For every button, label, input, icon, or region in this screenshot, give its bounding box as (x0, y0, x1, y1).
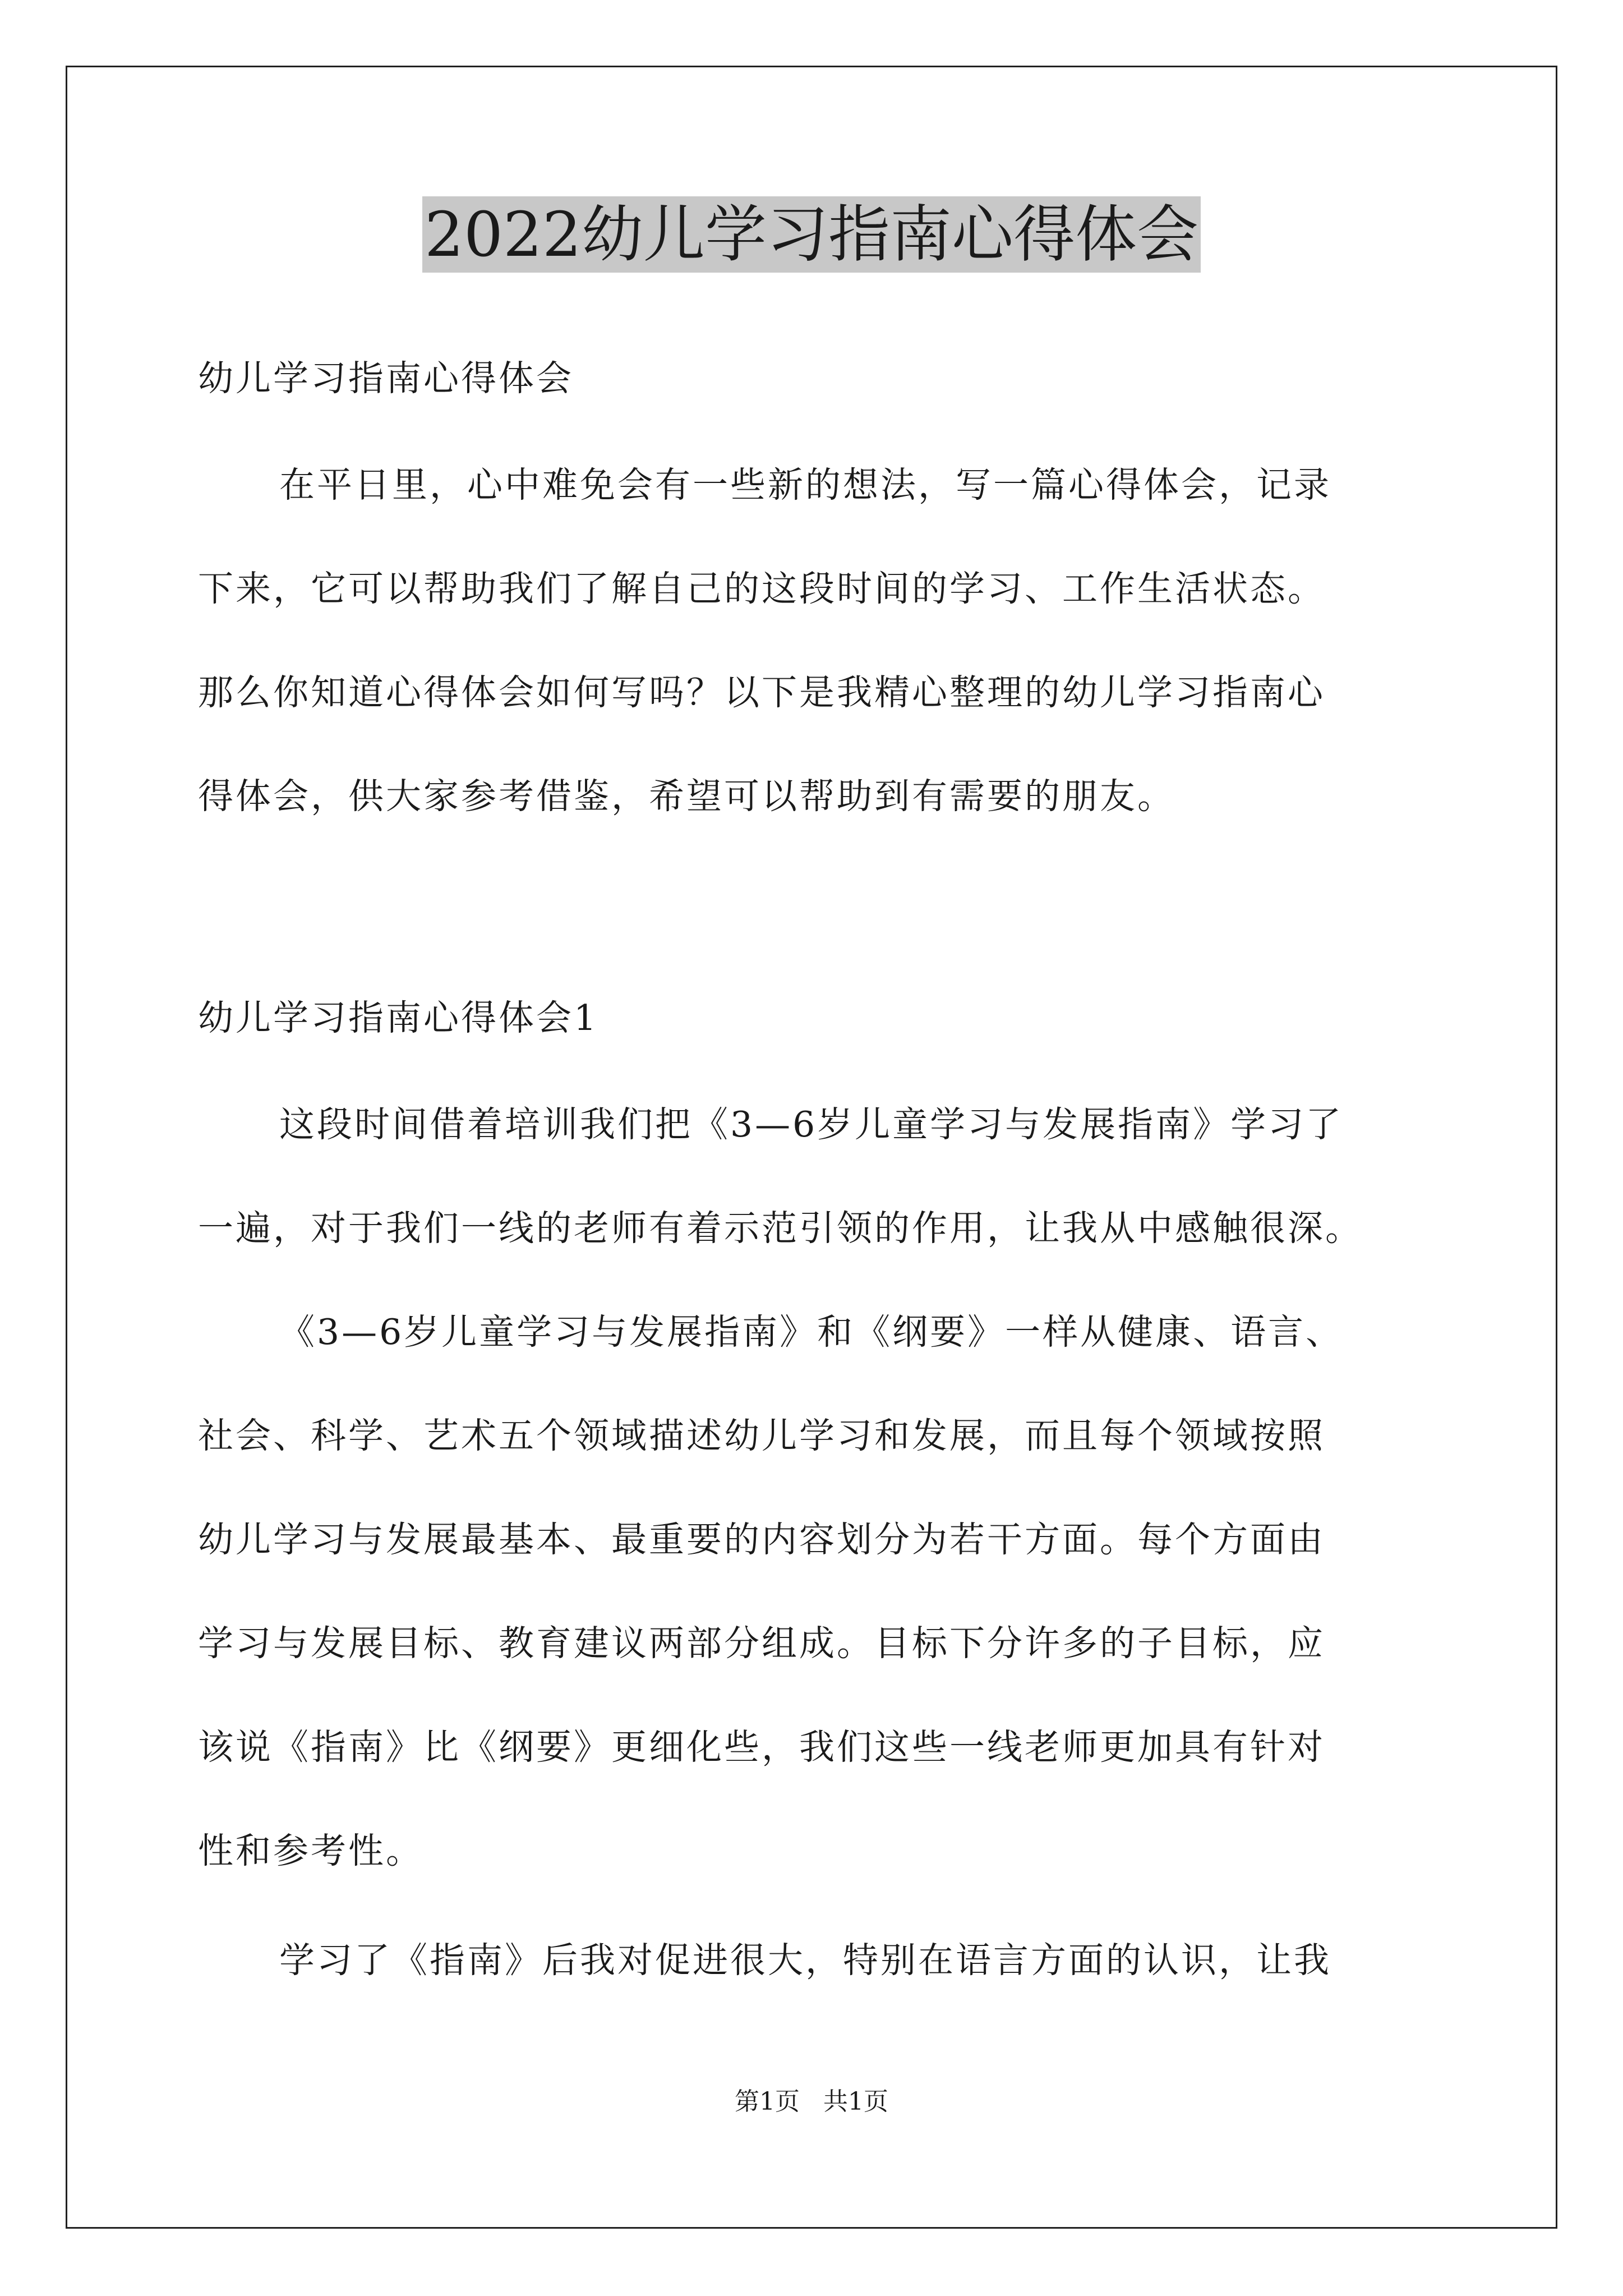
section1-line-5: 幼儿学习与发展最基本、最重要的内容划分为若干方面。每个方面由 (198, 1519, 1325, 1560)
intro-line-4: 得体会，供大家参考借鉴，希望可以帮助到有需要的朋友。 (198, 776, 1175, 817)
section1-line-4: 社会、科学、艺术五个领域描述幼儿学习和发展，而且每个领域按照 (198, 1415, 1325, 1456)
section1-line-9: 学习了《指南》后我对促进很大，特别在语言方面的认识，让我 (279, 1940, 1331, 1981)
intro-line-1: 在平日里，心中难免会有一些新的想法，写一篇心得体会，记录 (279, 464, 1331, 505)
section1-line-3: 《3—6岁儿童学习与发展指南》和《纲要》一样从健康、语言、 (279, 1312, 1344, 1352)
section1-line-7: 该说《指南》比《纲要》更细化些，我们这些一线老师更加具有针对 (198, 1727, 1325, 1768)
section1-line-1: 这段时间借着培训我们把《3—6岁儿童学习与发展指南》学习了 (279, 1104, 1344, 1145)
intro-line-3: 那么你知道心得体会如何写吗？以下是我精心整理的幼儿学习指南心 (198, 672, 1325, 713)
document-title: 2022幼儿学习指南心得体会 (422, 196, 1201, 273)
subtitle: 幼儿学习指南心得体会 (198, 358, 574, 399)
title-wrapper (0, 196, 1623, 273)
page-number: 第1页 (735, 2087, 800, 2116)
section1-line-6: 学习与发展目标、教育建议两部分组成。目标下分许多的子目标，应 (198, 1623, 1325, 1664)
intro-line-2: 下来，它可以帮助我们了解自己的这段时间的学习、工作生活状态。 (198, 568, 1325, 609)
section1-line-2: 一遍，对于我们一线的老师有着示范引领的作用，让我从中感触很深。 (198, 1208, 1363, 1249)
page-total: 共1页 (823, 2087, 888, 2116)
section1-line-8: 性和参考性。 (198, 1830, 423, 1871)
section1-heading: 幼儿学习指南心得体会1 (198, 997, 599, 1038)
page-footer (0, 2085, 1623, 2119)
